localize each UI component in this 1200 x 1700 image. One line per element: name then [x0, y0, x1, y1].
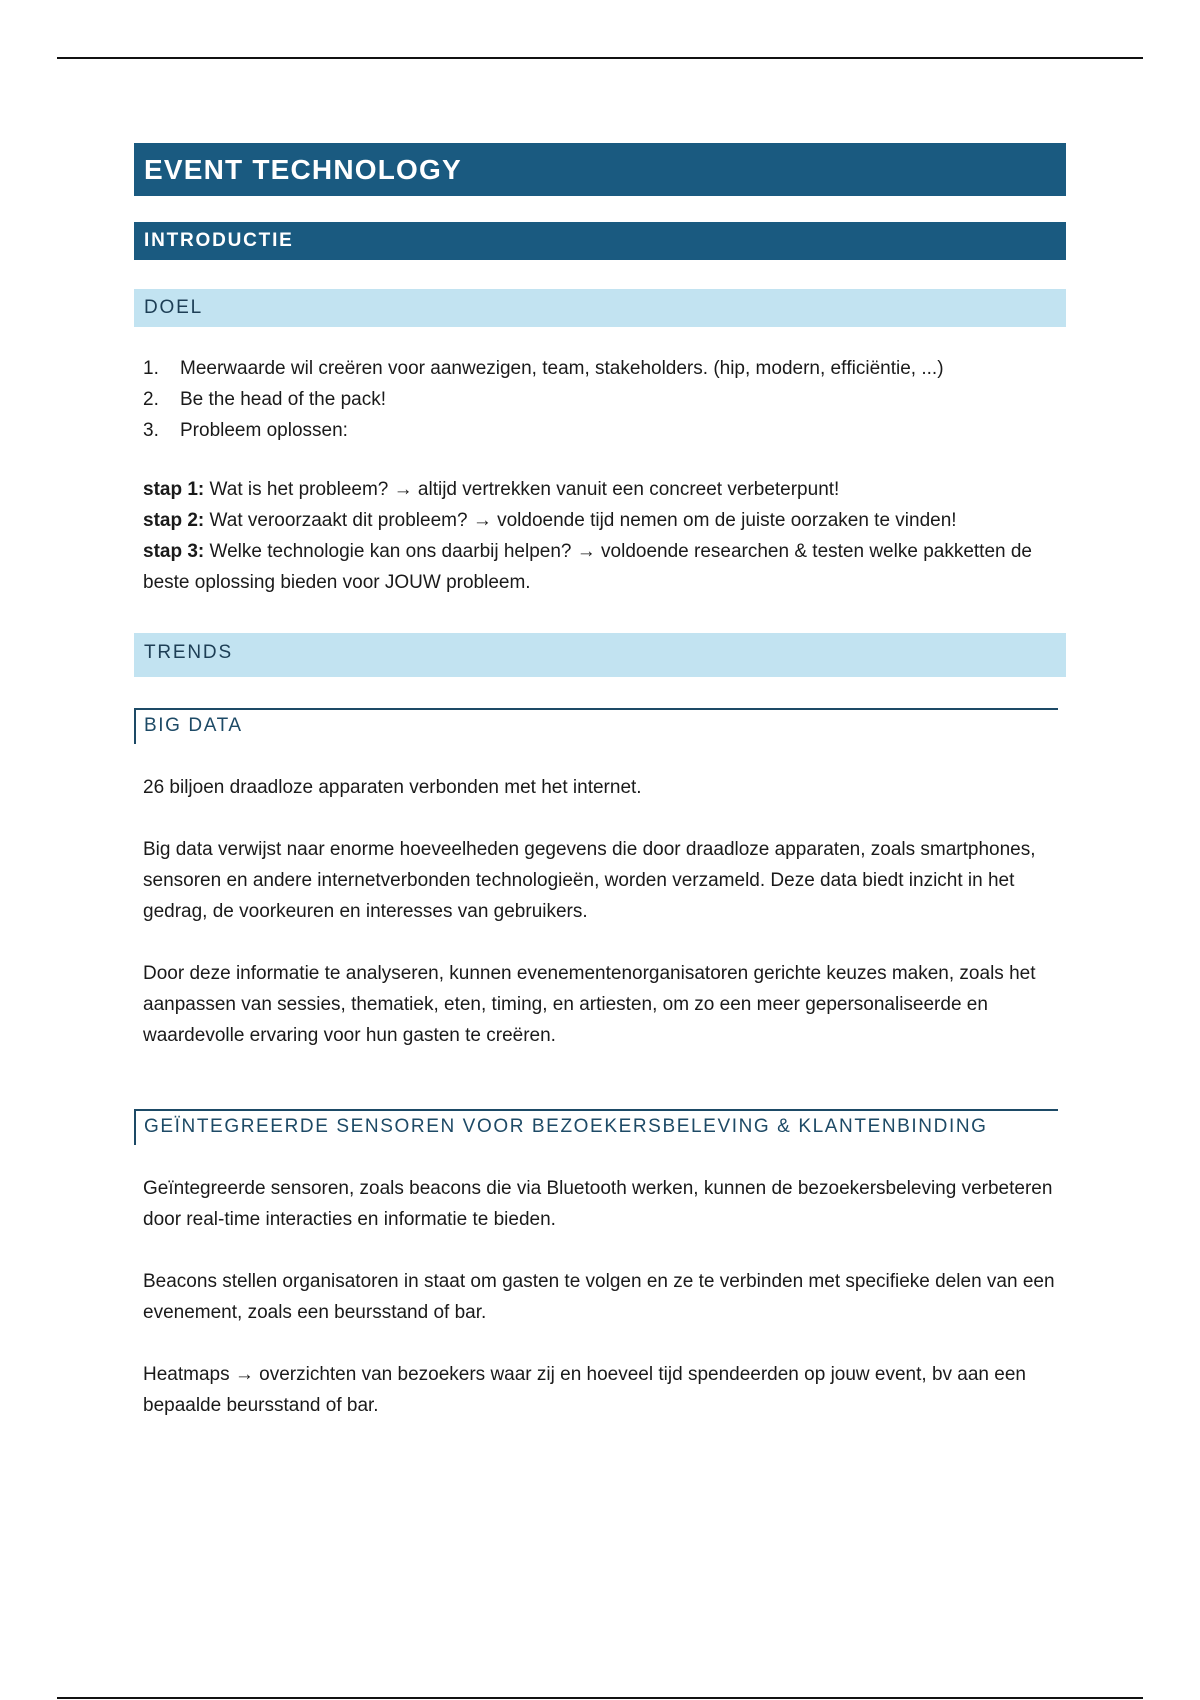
sensoren-paragraph: Geïntegreerde sensoren, zoals beacons die via Bluetooth werken, kunnen de bezoekersbeleving verbeteren door real-time interacties en informatie te bieden.: [143, 1178, 1053, 1230]
page-top-rule: [57, 57, 1143, 59]
heading-doel: DOEL: [134, 289, 1066, 327]
big-data-paragraph: Big data verwijst naar enorme hoeveelheden gegevens die door draadloze apparaten, zoals smartphones, sensoren en andere internetverbonden technologieën, worden verzameld. Deze data biedt inzicht in het gedrag, de voorkeuren en interesses van gebruikers.: [143, 839, 1036, 922]
document-body: [134, 143, 1066, 1421]
document-title: EVENT TECHNOLOGY: [134, 143, 1066, 196]
sensoren-paragraph: Heatmaps → overzichten van bezoekers waar zij en hoeveel tijd spendeerden op jouw event, bv aan een bepaalde beursstand of bar.: [143, 1364, 1026, 1416]
sensoren-paragraph: Beacons stellen organisatoren in staat om gasten te volgen en ze te verbinden met specifieke delen van een evenement, zoals een beursstand of bar.: [143, 1271, 1055, 1323]
heading-big-data: BIG DATA: [134, 708, 1058, 744]
heading-trends: TRENDS: [134, 633, 1066, 677]
step-2: stap 2: Wat veroorzaakt dit probleem? → voldoende tijd nemen om de juiste oorzaken te vinden!: [143, 510, 957, 531]
doel-list: [134, 353, 1066, 446]
list-item: 1. Meerwaarde wil creëren voor aanwezigen, team, stakeholders. (hip, modern, efﬁciëntie, ...): [143, 358, 944, 379]
heading-sensoren: GEÏNTEGREERDE SENSOREN VOOR BEZOEKERSBELEVING & KLANTENBINDING: [134, 1109, 1058, 1145]
section-heading-introductie: INTRODUCTIE: [134, 222, 1066, 260]
step-3: stap 3: Welke technologie kan ons daarbij helpen? → voldoende researchen & testen welke pakketten de beste oplossing bieden voor JOUW probleem.: [143, 541, 1032, 593]
page-bottom-rule: [57, 1697, 1143, 1699]
big-data-paragraph: 26 biljoen draadloze apparaten verbonden met het internet.: [143, 777, 642, 798]
big-data-paragraph: Door deze informatie te analyseren, kunnen evenementenorganisatoren gerichte keuzes maken, zoals het aanpassen van sessies, thematiek, eten, timing, en artiesten, om zo een meer gepersonaliseerde en waardevolle ervaring voor hun gasten te creëren.: [143, 963, 1036, 1046]
list-item: 2. Be the head of the pack!: [143, 389, 386, 410]
step-1: stap 1: Wat is het probleem? → altijd vertrekken vanuit een concreet verbeterpunt!: [143, 479, 840, 500]
steps-block: [134, 474, 1066, 598]
list-item: 3. Probleem oplossen:: [143, 420, 348, 441]
